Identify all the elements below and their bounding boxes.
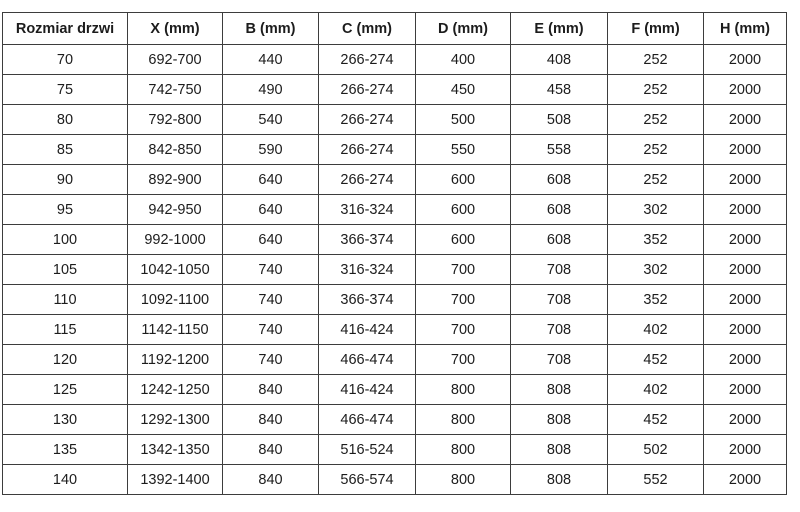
table-cell: 140 <box>3 465 128 495</box>
table-cell: 1342-1350 <box>128 435 223 465</box>
table-cell: 366-374 <box>319 225 416 255</box>
table-cell: 600 <box>416 225 511 255</box>
table-body <box>3 45 787 495</box>
table-cell: 740 <box>223 345 319 375</box>
table-cell: 608 <box>511 195 608 225</box>
table-cell: 115 <box>3 315 128 345</box>
table-cell: 700 <box>416 285 511 315</box>
table-cell: 708 <box>511 285 608 315</box>
table-row <box>3 285 787 315</box>
table-cell: 840 <box>223 405 319 435</box>
table-cell: 1242-1250 <box>128 375 223 405</box>
table-cell: 416-424 <box>319 375 416 405</box>
table-cell: 135 <box>3 435 128 465</box>
table-cell: 2000 <box>704 105 787 135</box>
column-header-2: B (mm) <box>223 13 319 45</box>
table-cell: 440 <box>223 45 319 75</box>
table-cell: 700 <box>416 255 511 285</box>
table-cell: 130 <box>3 405 128 435</box>
table-row <box>3 315 787 345</box>
table-cell: 840 <box>223 465 319 495</box>
table-cell: 540 <box>223 105 319 135</box>
table-cell: 640 <box>223 225 319 255</box>
table-cell: 502 <box>608 435 704 465</box>
table-cell: 800 <box>416 435 511 465</box>
table-cell: 1092-1100 <box>128 285 223 315</box>
table-cell: 266-274 <box>319 105 416 135</box>
table-cell: 840 <box>223 375 319 405</box>
table-cell: 2000 <box>704 465 787 495</box>
table-cell: 1292-1300 <box>128 405 223 435</box>
table-cell: 352 <box>608 285 704 315</box>
table-cell: 640 <box>223 165 319 195</box>
table-cell: 105 <box>3 255 128 285</box>
table-cell: 792-800 <box>128 105 223 135</box>
table-cell: 85 <box>3 135 128 165</box>
table-cell: 400 <box>416 45 511 75</box>
table-cell: 252 <box>608 105 704 135</box>
table-cell: 90 <box>3 165 128 195</box>
table-cell: 740 <box>223 255 319 285</box>
table-cell: 516-524 <box>319 435 416 465</box>
table-cell: 1392-1400 <box>128 465 223 495</box>
column-header-3: C (mm) <box>319 13 416 45</box>
column-header-4: D (mm) <box>416 13 511 45</box>
table-cell: 2000 <box>704 405 787 435</box>
table-cell: 316-324 <box>319 195 416 225</box>
table-cell: 842-850 <box>128 135 223 165</box>
table-cell: 2000 <box>704 135 787 165</box>
table-cell: 452 <box>608 405 704 435</box>
table-cell: 692-700 <box>128 45 223 75</box>
table-cell: 408 <box>511 45 608 75</box>
table-cell: 75 <box>3 75 128 105</box>
table-cell: 466-474 <box>319 345 416 375</box>
table-cell: 450 <box>416 75 511 105</box>
table-cell: 402 <box>608 315 704 345</box>
table-cell: 558 <box>511 135 608 165</box>
table-cell: 2000 <box>704 75 787 105</box>
table-cell: 266-274 <box>319 45 416 75</box>
table-cell: 490 <box>223 75 319 105</box>
table-cell: 700 <box>416 345 511 375</box>
table-cell: 252 <box>608 45 704 75</box>
table-cell: 552 <box>608 465 704 495</box>
table-row <box>3 75 787 105</box>
table-cell: 466-474 <box>319 405 416 435</box>
table-row <box>3 375 787 405</box>
table-cell: 352 <box>608 225 704 255</box>
column-header-0: Rozmiar drzwi <box>3 13 128 45</box>
table-row <box>3 195 787 225</box>
column-header-7: H (mm) <box>704 13 787 45</box>
table-cell: 2000 <box>704 255 787 285</box>
table-cell: 708 <box>511 345 608 375</box>
table-cell: 1042-1050 <box>128 255 223 285</box>
table-cell: 566-574 <box>319 465 416 495</box>
table-cell: 808 <box>511 435 608 465</box>
table-cell: 800 <box>416 465 511 495</box>
table-cell: 416-424 <box>319 315 416 345</box>
table-cell: 992-1000 <box>128 225 223 255</box>
table-cell: 2000 <box>704 225 787 255</box>
door-size-table-container <box>2 12 787 495</box>
table-row <box>3 345 787 375</box>
table-cell: 266-274 <box>319 165 416 195</box>
table-cell: 2000 <box>704 165 787 195</box>
table-row <box>3 45 787 75</box>
table-cell: 808 <box>511 465 608 495</box>
table-cell: 266-274 <box>319 75 416 105</box>
header-row <box>3 13 787 45</box>
table-cell: 452 <box>608 345 704 375</box>
table-cell: 266-274 <box>319 135 416 165</box>
table-cell: 508 <box>511 105 608 135</box>
table-cell: 125 <box>3 375 128 405</box>
table-cell: 700 <box>416 315 511 345</box>
table-cell: 708 <box>511 315 608 345</box>
table-cell: 740 <box>223 315 319 345</box>
table-cell: 608 <box>511 165 608 195</box>
door-size-table <box>2 12 787 495</box>
table-cell: 1192-1200 <box>128 345 223 375</box>
table-cell: 808 <box>511 375 608 405</box>
table-cell: 892-900 <box>128 165 223 195</box>
table-row <box>3 435 787 465</box>
table-cell: 302 <box>608 255 704 285</box>
table-cell: 402 <box>608 375 704 405</box>
table-cell: 2000 <box>704 195 787 225</box>
table-row <box>3 165 787 195</box>
table-cell: 95 <box>3 195 128 225</box>
table-cell: 2000 <box>704 375 787 405</box>
table-cell: 2000 <box>704 315 787 345</box>
table-cell: 316-324 <box>319 255 416 285</box>
table-cell: 840 <box>223 435 319 465</box>
table-cell: 2000 <box>704 285 787 315</box>
table-cell: 942-950 <box>128 195 223 225</box>
table-cell: 600 <box>416 165 511 195</box>
table-cell: 110 <box>3 285 128 315</box>
table-cell: 2000 <box>704 345 787 375</box>
table-cell: 458 <box>511 75 608 105</box>
table-cell: 800 <box>416 405 511 435</box>
table-cell: 590 <box>223 135 319 165</box>
table-cell: 808 <box>511 405 608 435</box>
column-header-5: E (mm) <box>511 13 608 45</box>
table-cell: 252 <box>608 165 704 195</box>
table-cell: 252 <box>608 75 704 105</box>
table-cell: 70 <box>3 45 128 75</box>
table-cell: 640 <box>223 195 319 225</box>
table-row <box>3 255 787 285</box>
table-cell: 742-750 <box>128 75 223 105</box>
table-cell: 80 <box>3 105 128 135</box>
table-cell: 600 <box>416 195 511 225</box>
table-cell: 2000 <box>704 435 787 465</box>
column-header-6: F (mm) <box>608 13 704 45</box>
table-cell: 608 <box>511 225 608 255</box>
table-row <box>3 465 787 495</box>
table-cell: 1142-1150 <box>128 315 223 345</box>
table-row <box>3 135 787 165</box>
table-cell: 500 <box>416 105 511 135</box>
table-cell: 800 <box>416 375 511 405</box>
table-cell: 740 <box>223 285 319 315</box>
table-cell: 550 <box>416 135 511 165</box>
table-cell: 708 <box>511 255 608 285</box>
table-cell: 252 <box>608 135 704 165</box>
table-row <box>3 225 787 255</box>
column-header-1: X (mm) <box>128 13 223 45</box>
table-row <box>3 405 787 435</box>
table-cell: 302 <box>608 195 704 225</box>
table-cell: 120 <box>3 345 128 375</box>
table-cell: 100 <box>3 225 128 255</box>
table-cell: 2000 <box>704 45 787 75</box>
table-row <box>3 105 787 135</box>
table-cell: 366-374 <box>319 285 416 315</box>
